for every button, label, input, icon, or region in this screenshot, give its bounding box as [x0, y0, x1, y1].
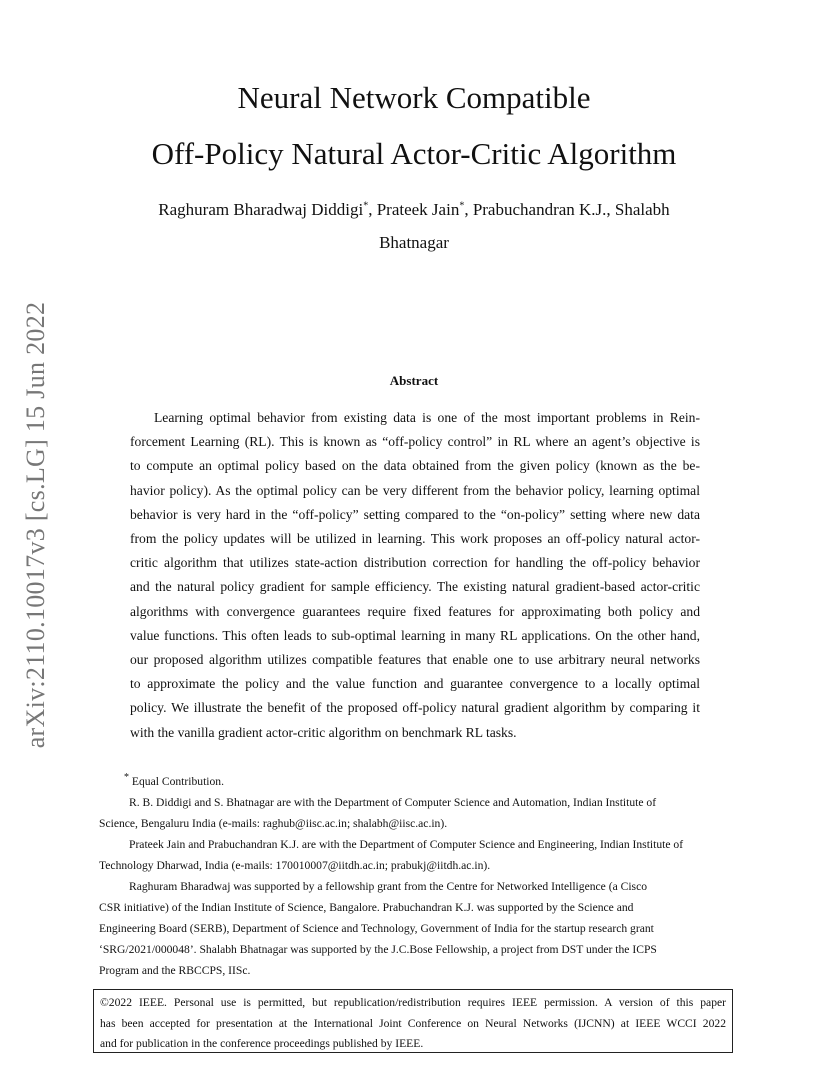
abstract-line: to compute an optimal policy based on the data obtained from the given policy (known as the be- [130, 458, 700, 474]
abstract-body [130, 406, 700, 745]
arxiv-identifier-stamp: arXiv:2110.10017v3 [cs.LG] 15 Jun 2022 [21, 301, 50, 749]
paper-title-line-1: Neural Network Compatible [237, 80, 591, 115]
abstract-line: our proposed algorithm utilizes compatible features that enable one to use arbitrary neural networks [130, 652, 700, 668]
copyright-line: ©2022 IEEE. Personal use is permitted, but republication/redistribution requires IEEE permission. A version of this paper [100, 996, 726, 1009]
footnote-line: Program and the RBCCPS, IISc. [99, 964, 251, 977]
author-jain: , Prateek Jain [368, 200, 460, 219]
author-list-line-2: Bhatnagar [379, 233, 449, 252]
equal-contribution-marker-2: * [459, 200, 465, 212]
abstract-heading: Abstract [389, 373, 439, 388]
footnote-line: ‘SRG/2021/000048’. Shalabh Bhatnagar was supported by the J.C.Bose Fellowship, a project from DST under the ICPS [99, 943, 657, 956]
author-list-line-1 [90, 200, 738, 220]
abstract-line: value functions. This often leads to sub-optimal learning in many RL applications. On the other hand, [130, 627, 700, 643]
copyright-notice-box [93, 989, 733, 1053]
footnote-star-marker: * [124, 772, 129, 784]
abstract-line: with the vanilla gradient actor-critic algorithm on benchmark RL tasks. [130, 724, 517, 740]
equal-contribution-marker-1: * [363, 200, 369, 212]
footnote-line: Science, Bengaluru India (e-mails: raghub@iisc.ac.in; shalabh@iisc.ac.in). [99, 817, 448, 830]
abstract-line: algorithms with convergence guarantees require fixed features for approximating both policy and [130, 603, 700, 619]
footnote-equal-contribution-text: Equal Contribution. [129, 775, 224, 788]
abstract-line: forcement Learning (RL). This is known as “off-policy control” in RL where an agent’s objective is [130, 434, 700, 450]
abstract-line: policy. We illustrate the benefit of the proposed off-policy natural gradient algorithm by comparing it [130, 700, 700, 716]
footnotes [99, 771, 729, 981]
footnote-line: R. B. Diddigi and S. Bhatnagar are with the Department of Computer Science and Automation, Indian Institute of [129, 796, 657, 809]
abstract-line: critic algorithm that utilizes state-action distribution correction for handling the off-policy behavior [130, 555, 700, 571]
copyright-line: and for publication in the conference proceedings published by IEEE. [100, 1037, 424, 1050]
paper-title-line-2: Off-Policy Natural Actor-Critic Algorithm [151, 136, 677, 171]
author-diddigi: Raghuram Bharadwaj Diddigi [158, 200, 364, 219]
footnote-equal-contribution [99, 771, 729, 792]
abstract-line: to approximate the policy and the value function and guarantee convergence to a locally optimal [130, 676, 700, 692]
abstract-line: and the natural policy gradient for sample efficiency. The existing natural gradient-based actor-critic [130, 579, 700, 595]
abstract-line: behavior is very hard in the “off-policy” setting compared to the “on-policy” setting where new data [130, 506, 700, 522]
footnote-line: CSR initiative) of the Indian Institute of Science, Bangalore. Prabuchandran K.J. was supported by the Science and [99, 901, 634, 914]
abstract-line: Learning optimal behavior from existing data is one of the most important problems in Rein- [154, 410, 700, 425]
abstract-line: from the policy updates will be utilized in learning. This work proposes an off-policy natural actor- [130, 531, 700, 547]
footnote-line: Technology Dharwad, India (e-mails: 170010007@iitdh.ac.in; prabukj@iitdh.ac.in). [99, 859, 491, 872]
author-prabuchandran-bhatnagar: , Prabuchandran K.J., Shalabh [464, 200, 670, 219]
abstract-line: havior policy). As the optimal policy can be very different from the behavior policy, learning optimal [130, 482, 700, 498]
footnote-line: Prateek Jain and Prabuchandran K.J. are with the Department of Computer Science and Engineering, Indian Institute of [129, 838, 684, 851]
footnote-line: Raghuram Bharadwaj was supported by a fellowship grant from the Centre for Networked Intelligence (a Cisco [129, 880, 648, 893]
footnote-line: Engineering Board (SERB), Department of Science and Technology, Government of India for the startup research grant [99, 922, 654, 935]
copyright-line: has been accepted for presentation at the International Joint Conference on Neural Networks (IJCNN) at IEEE WCCI 2022 [100, 1016, 726, 1030]
